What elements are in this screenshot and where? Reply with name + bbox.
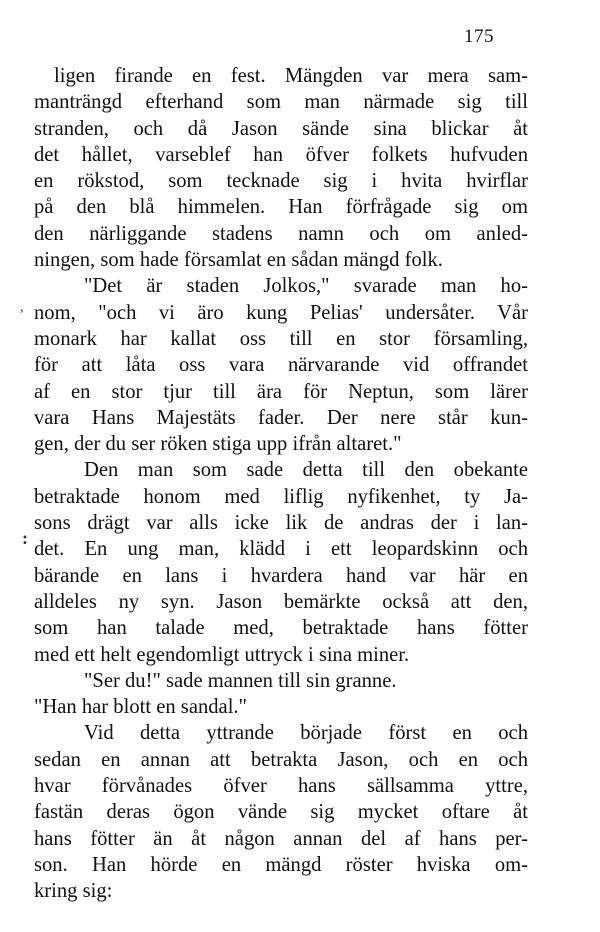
text-line: monark har kallat oss till en stor församling, [34,327,528,350]
text-line: det. En ung man, klädd i ett leopardskinn och [34,538,528,561]
text-line: kring sig: [34,880,113,903]
page-number: 175 [464,26,494,47]
text-line: af en stor tjur till ära för Neptun, som lärer [34,380,528,403]
text-line: son. Han hörde en mängd röster hviska om- [34,853,528,876]
text-line: bärande en lans i hvardera hand var här en [34,564,528,587]
text-line: på den blå himmelen. Han förfrågade sig om [34,196,528,219]
text-line: hans fötter än åt någon annan del af hans per- [34,827,528,850]
margin-mark: , [20,300,24,315]
body-text [34,63,528,905]
text-line: hvar förvånades öfver hans sällsamma yttre, [34,775,528,798]
text-line: betraktade honom med liflig nyfikenhet, ty Ja- [34,485,528,508]
text-line: som han talade med, betraktade hans fötter [34,617,528,640]
text-line: manträngd efterhand som man närmade sig till [34,91,528,114]
margin-mark: : [22,528,28,548]
text-line: en rökstod, som tecknade sig i hvita hvirflar [34,170,528,193]
text-line: ningen, som hade församlat en sådan mängd folk. [34,249,443,272]
text-line: nom, "och vi äro kung Pelias' undersåter. Vår [34,301,528,324]
text-line: "Ser du!" sade mannen till sin granne. [84,669,397,692]
text-line: för att låta oss vara närvarande vid offrandet [34,354,528,377]
text-line: Den man som sade detta till den obekante [84,459,528,482]
text-line: vara Hans Majestäts fader. Der nere står kun- [34,406,528,429]
text-line: den närliggande stadens namn och om anled- [34,222,528,245]
text-line: alldeles ny syn. Jason bemärkte också att den, [34,590,528,613]
text-line: sons drägt var alls icke lik de andras der i lan- [34,512,528,535]
text-line: Vid detta yttrande började först en och [84,722,528,745]
text-line: fastän deras ögon vände sig mycket oftare åt [34,801,528,824]
text-line: ligen firande en fest. Mängden var mera sam- [54,65,528,87]
text-line: det hållet, varseblef han öfver folkets hufvuden [34,143,528,166]
text-line: med ett helt egendomligt uttryck i sina miner. [34,643,410,666]
text-line: gen, der du ser röken stiga upp ifrån altaret." [34,433,402,456]
text-line: "Han har blott en sandal." [34,696,247,719]
text-line: sedan en annan att betrakta Jason, och en och [34,748,528,771]
text-line: stranden, och då Jason sände sina blickar åt [34,117,528,140]
text-line: "Det är staden Jolkos," svarade man ho- [84,275,528,298]
